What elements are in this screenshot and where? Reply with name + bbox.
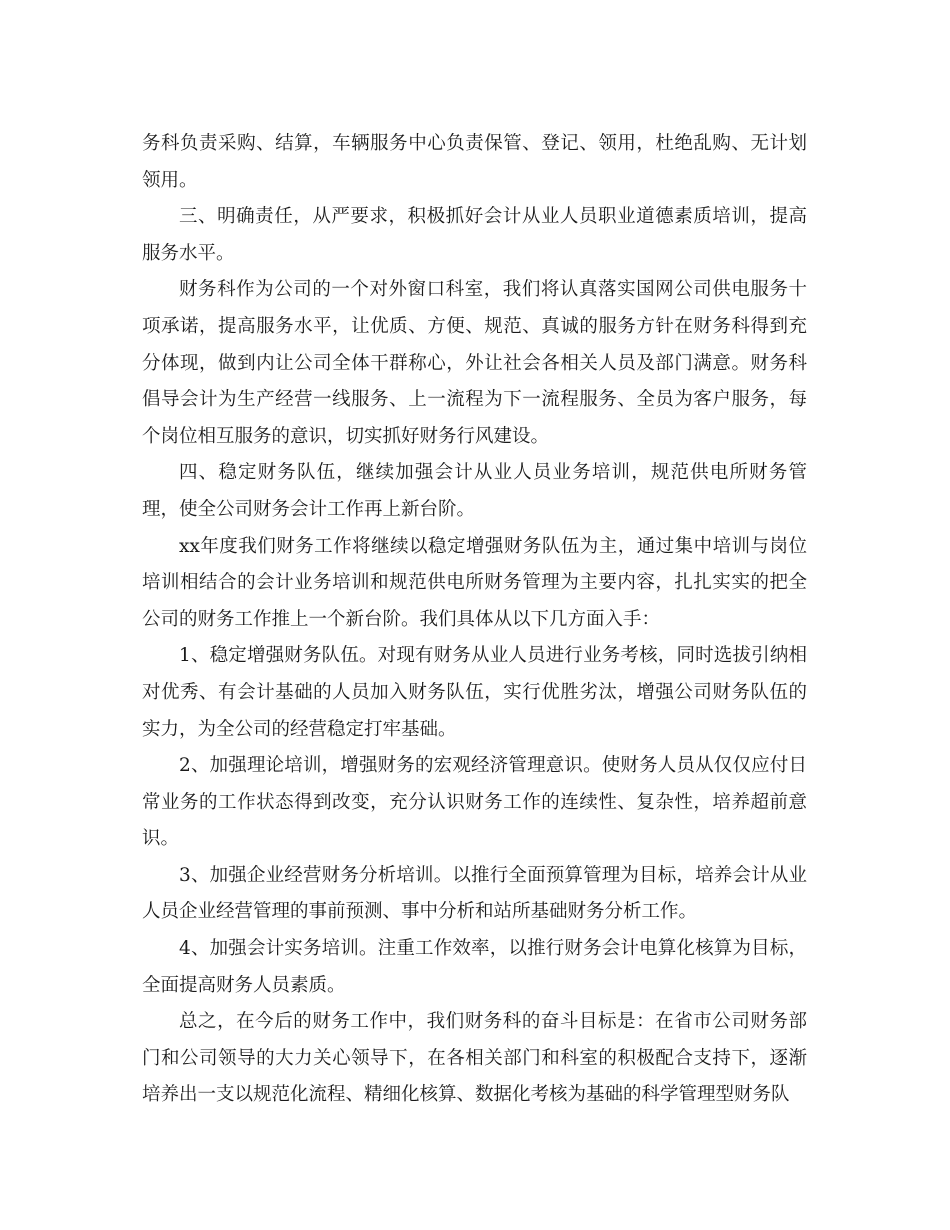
list-item: 4、加强会计实务培训。注重工作效率，以推行财务会计电算化核算为目标，全面提高财务人员素质。 (142, 938, 807, 996)
paragraph: 财务科作为公司的一个对外窗口科室，我们将认真落实国网公司供电服务十项承诺，提高服务水平，让优质、方便、规范、真诚的服务方针在财务科得到充分体现，做到内让公司全体干群称心，外让社会各相关人员及部门满意。财务科倡导会计为生产经营一线服务、上一流程为下一流程服务、全员为客户服务，每个岗位相互服务的意识，切实抓好财务行风建设。 (142, 279, 807, 447)
section-heading-3: 三、明确责任，从严要求，积极抓好会计从业人员职业道德素质培训，提高服务水平。 (142, 206, 807, 264)
document-body (142, 126, 807, 1114)
paragraph-summary: 总之，在今后的财务工作中，我们财务科的奋斗目标是：在省市公司财务部门和公司领导的大力关心领导下，在各相关部门和科室的积极配合支持下，逐渐培养出一支以规范化流程、精细化核算、数据化考核为基础的科学管理型财务队 (142, 1011, 807, 1106)
section-heading-4: 四、稳定财务队伍，继续加强会计从业人员业务培训，规范供电所财务管理，使全公司财务会计工作再上新台阶。 (142, 462, 807, 520)
paragraph: xx年度我们财务工作将继续以稳定增强财务队伍为主，通过集中培训与岗位培训相结合的会计业务培训和规范供电所财务管理为主要内容，扎扎实实的把全公司的财务工作推上一个新台阶。我们具体从以下几方面入手： (142, 535, 807, 630)
list-item: 1、稳定增强财务队伍。对现有财务从业人员进行业务考核，同时选拔引纳相对优秀、有会计基础的人员加入财务队伍，实行优胜劣汰，增强公司财务队伍的实力，为全公司的经营稳定打牢基础。 (142, 645, 807, 740)
list-item: 3、加强企业经营财务分析培训。以推行全面预算管理为目标，培养会计从业人员企业经营管理的事前预测、事中分析和站所基础财务分析工作。 (142, 864, 807, 923)
list-item: 2、加强理论培训，增强财务的宏观经济管理意识。使财务人员从仅仅应付日常业务的工作状态得到改变，充分认识财务工作的连续性、复杂性，培养超前意识。 (142, 755, 807, 850)
paragraph-continuation: 务科负责采购、结算，车辆服务中心负责保管、登记、领用，杜绝乱购、无计划领用。 (142, 133, 807, 191)
